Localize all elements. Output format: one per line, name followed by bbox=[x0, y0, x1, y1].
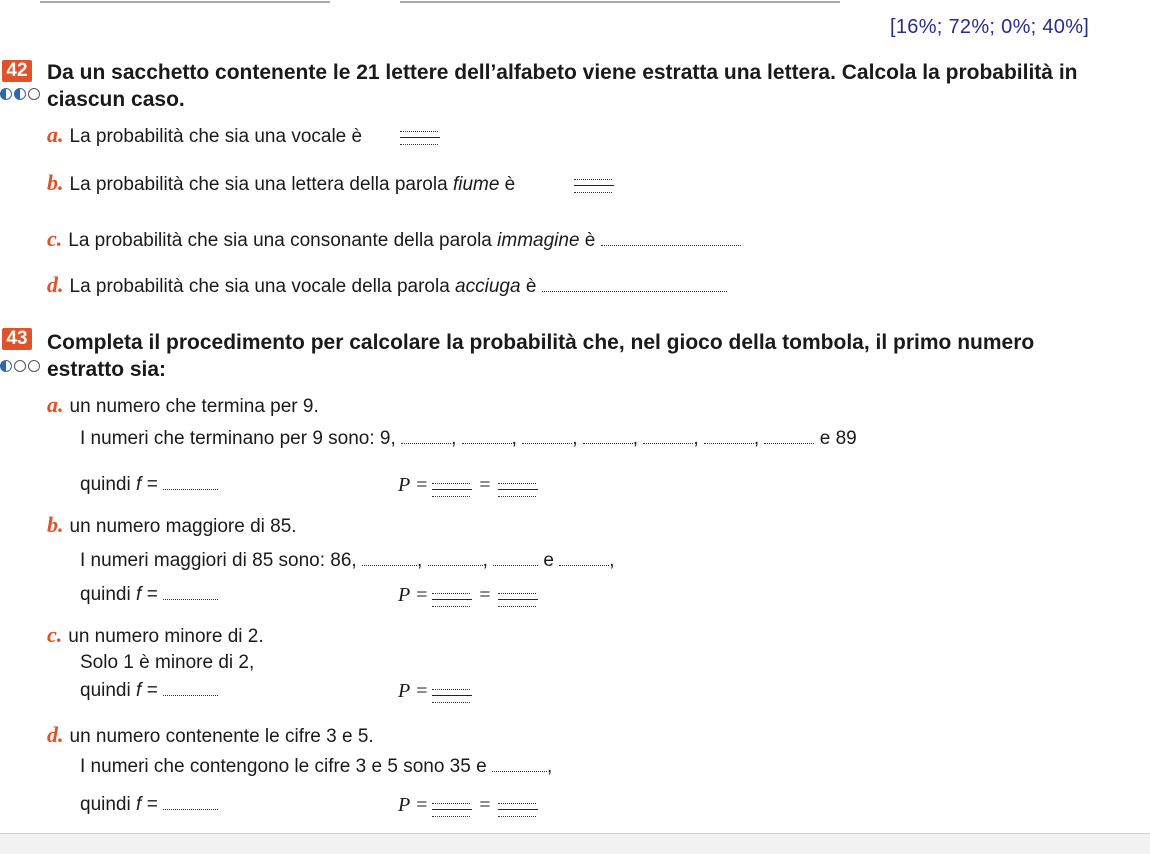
answer-blank[interactable] bbox=[462, 429, 512, 444]
item-letter: a. bbox=[47, 122, 64, 147]
item-text: un numero minore di 2. bbox=[68, 626, 264, 647]
answers-line: [16%; 72%; 0%; 40%] bbox=[890, 16, 1090, 38]
p-symbol: P = bbox=[398, 584, 429, 606]
answer-blank[interactable] bbox=[492, 757, 547, 772]
item-word: fiume bbox=[452, 174, 500, 195]
answer-blank[interactable] bbox=[704, 429, 754, 444]
equals-sign: = bbox=[478, 584, 492, 606]
quindi-label: quindi bbox=[80, 584, 131, 605]
ex42-item-d bbox=[47, 272, 727, 298]
item-tail: è bbox=[520, 276, 537, 297]
ex43-item-c-head bbox=[47, 622, 264, 648]
p-symbol: P = bbox=[398, 794, 429, 816]
fraction-blank[interactable] bbox=[432, 683, 472, 710]
answer-blank[interactable] bbox=[601, 231, 741, 246]
f-symbol: f = bbox=[136, 474, 158, 495]
answer-blank[interactable] bbox=[542, 277, 727, 292]
answer-blank[interactable] bbox=[583, 429, 633, 444]
ex43-item-a-head bbox=[47, 392, 319, 418]
answer-fraction-42b[interactable] bbox=[574, 173, 614, 200]
answer-blank[interactable] bbox=[401, 429, 451, 444]
item-tail: è bbox=[579, 230, 596, 251]
item-tail: è bbox=[499, 174, 516, 195]
ex43-title-line1: Completa il procedimento per calcolare la probabilità che, nel gioco della tombola, il primo numero bbox=[47, 331, 1035, 354]
fraction-blank[interactable] bbox=[432, 477, 472, 504]
answer-blank[interactable] bbox=[163, 795, 218, 810]
item-letter: b. bbox=[47, 512, 64, 537]
difficulty-dot bbox=[28, 360, 40, 372]
item-text: un numero maggiore di 85. bbox=[69, 516, 297, 537]
ex43-item-b-line: I numeri maggiori di 85 sono: 86, , , e , bbox=[80, 550, 615, 571]
fraction-blank[interactable] bbox=[498, 797, 538, 824]
item-letter: c. bbox=[47, 622, 63, 647]
item-letter: b. bbox=[47, 170, 64, 195]
fraction-blank[interactable] bbox=[498, 587, 538, 614]
answer-fraction-42a[interactable] bbox=[400, 125, 440, 152]
bottom-bar bbox=[0, 833, 1150, 854]
ex43-item-a-line: I numeri che terminano per 9 sono: 9, , , , , , , e 89 bbox=[80, 428, 857, 449]
item-letter: a. bbox=[47, 392, 64, 417]
quindi-label: quindi bbox=[80, 474, 131, 495]
difficulty-dots-42 bbox=[0, 88, 40, 100]
answer-blank[interactable] bbox=[764, 429, 814, 444]
ex42-title-line2: ciascun caso. bbox=[47, 88, 185, 111]
exercise-number-43: 43 bbox=[2, 328, 32, 350]
answer-blank[interactable] bbox=[522, 429, 572, 444]
quindi-label: quindi bbox=[80, 680, 131, 701]
p-symbol: P = bbox=[398, 680, 429, 702]
ex43-item-d-line: I numeri che contengono le cifre 3 e 5 sono 35 e , bbox=[80, 756, 553, 777]
item-letter: d. bbox=[47, 722, 64, 747]
f-symbol: f = bbox=[136, 794, 158, 815]
ex43-item-b-head bbox=[47, 512, 297, 538]
difficulty-dot bbox=[14, 360, 26, 372]
fraction-blank[interactable] bbox=[498, 477, 538, 504]
answer-blank[interactable] bbox=[362, 551, 417, 566]
difficulty-dot bbox=[0, 360, 12, 372]
ex43-c-quindi bbox=[80, 680, 218, 702]
equals-sign: = bbox=[478, 794, 492, 816]
item-text: La probabilità che sia una lettera della parola bbox=[69, 174, 453, 195]
answer-blank[interactable] bbox=[163, 681, 218, 696]
difficulty-dot bbox=[28, 88, 40, 100]
ex43-item-d-head bbox=[47, 722, 374, 748]
item-letter: d. bbox=[47, 272, 64, 297]
ex42-item-b bbox=[47, 170, 515, 196]
difficulty-dot bbox=[14, 88, 26, 100]
ex43-d-quindi bbox=[80, 794, 218, 816]
ex42-item-c bbox=[47, 226, 741, 252]
item-text: La probabilità che sia una vocale è bbox=[69, 126, 363, 147]
item-letter: c. bbox=[47, 226, 63, 251]
ex43-item-c-line: Solo 1 è minore di 2, bbox=[80, 652, 255, 673]
answer-blank[interactable] bbox=[643, 429, 693, 444]
item-text: un numero che termina per 9. bbox=[69, 396, 319, 417]
item-line-mid: e bbox=[543, 550, 554, 571]
item-line-text: I numeri maggiori di 85 sono: 86, bbox=[80, 550, 357, 571]
ex43-a-quindi bbox=[80, 474, 218, 496]
answer-blank[interactable] bbox=[163, 585, 218, 600]
fraction-blank[interactable] bbox=[432, 587, 472, 614]
difficulty-dot bbox=[0, 88, 12, 100]
item-word: acciuga bbox=[455, 276, 521, 297]
p-symbol: P = bbox=[398, 474, 429, 496]
answer-blank[interactable] bbox=[559, 551, 609, 566]
quindi-label: quindi bbox=[80, 794, 131, 815]
f-symbol: f = bbox=[136, 680, 158, 701]
item-line-end: e 89 bbox=[819, 428, 857, 449]
item-line-text: I numeri che contengono le cifre 3 e 5 sono 35 e bbox=[80, 756, 487, 777]
ex42-item-a bbox=[47, 122, 362, 148]
item-text: La probabilità che sia una consonante della parola bbox=[68, 230, 498, 251]
item-text: un numero contenente le cifre 3 e 5. bbox=[69, 726, 374, 747]
fraction-blank[interactable] bbox=[432, 797, 472, 824]
difficulty-dots-43 bbox=[0, 360, 40, 372]
ex42-title-line1: Da un sacchetto contenente le 21 lettere dell’alfabeto viene estratta una lettera. Calcola la probabilità in bbox=[47, 61, 1078, 84]
item-text: La probabilità che sia una vocale della parola bbox=[69, 276, 456, 297]
equals-sign: = bbox=[478, 474, 492, 496]
answer-blank[interactable] bbox=[493, 551, 538, 566]
top-partial-rule bbox=[0, 0, 1150, 6]
ex43-b-quindi bbox=[80, 584, 218, 606]
answer-blank[interactable] bbox=[428, 551, 483, 566]
item-word: immagine bbox=[497, 230, 580, 251]
f-symbol: f = bbox=[136, 584, 158, 605]
answer-blank[interactable] bbox=[163, 475, 218, 490]
item-line-text: I numeri che terminano per 9 sono: 9, bbox=[80, 428, 396, 449]
exercise-number-42: 42 bbox=[2, 60, 32, 82]
ex43-title-line2: estratto sia: bbox=[47, 358, 167, 381]
